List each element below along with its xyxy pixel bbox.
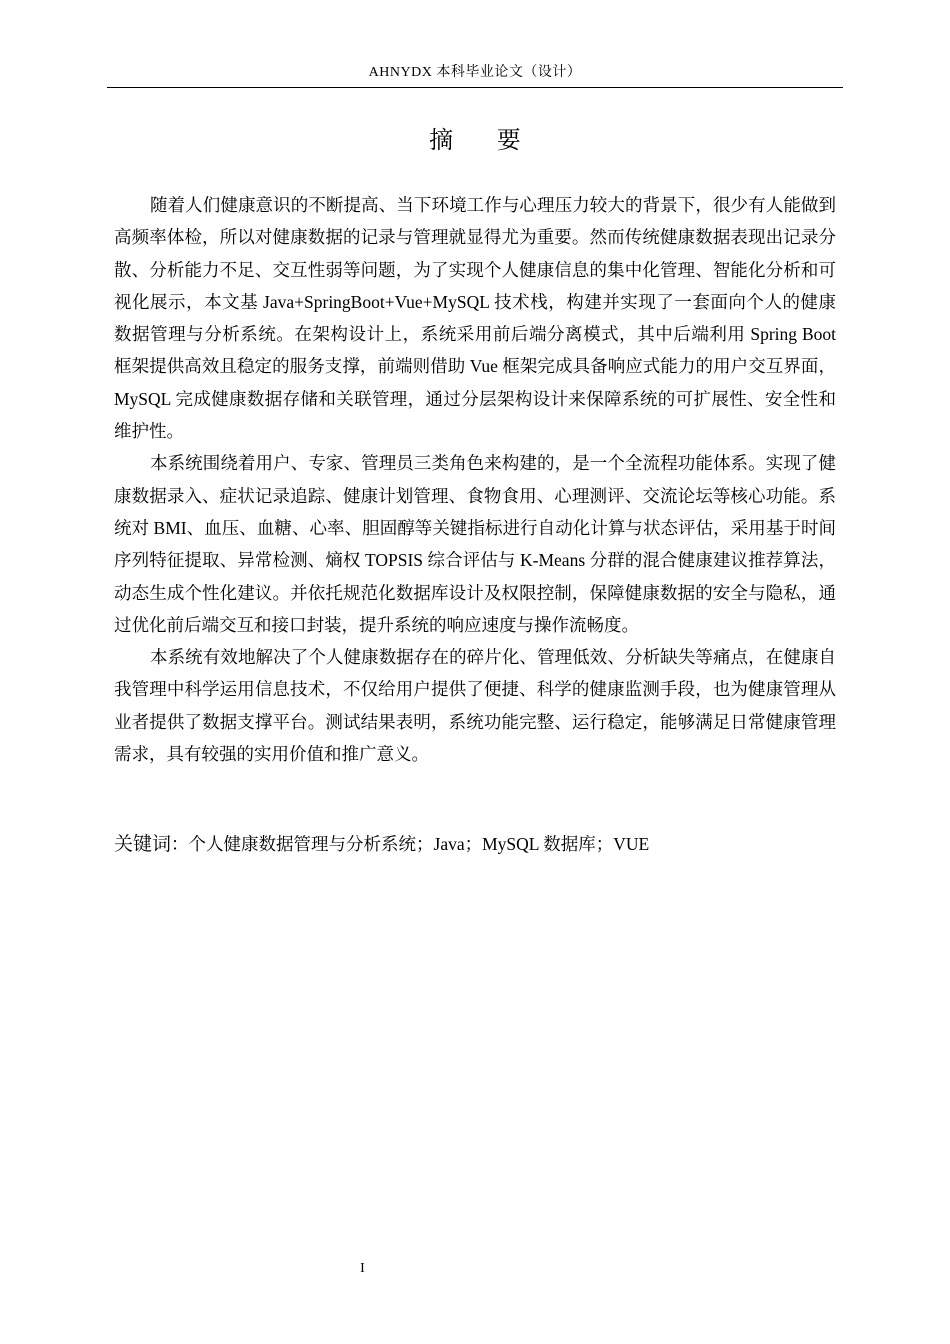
abstract-paragraph-1: 随着人们健康意识的不断提高、当下环境工作与心理压力较大的背景下，很少有人能做到高频率体检，所以对健康数据的记录与管理就显得尤为重要。然而传统健康数据表现出记录分散、分析能力不足、交互性弱等问题，为了实现个人健康信息的集中化管理、智能化分析和可视化展示，本文基 Java+SpringBoot+Vue+MySQL 技术栈，构建并实现了一套面向个人的健康数据管理与分析系统。在架构设计上，系统采用前后端分离模式，其中后端利用 Spring Boot 框架提供高效且稳定的服务支撑，前端则借助 Vue 框架完成具备响应式能力的用户交互界面，MySQL 完成健康数据存储和关联管理，通过分层架构设计来保障系统的可扩展性、安全性和维护性。 bbox=[114, 195, 836, 442]
keywords-label: 关键词 bbox=[114, 833, 172, 855]
abstract-body bbox=[114, 189, 836, 770]
abstract-paragraph-2: 本系统围绕着用户、专家、管理员三类角色来构建的，是一个全流程功能体系。实现了健康数据录入、症状记录追踪、健康计划管理、食物食用、心理测评、交流论坛等核心功能。系统对 BMI、血压、血糖、心率、胆固醇等关键指标进行自动化计算与状态评估，采用基于时间序列特征提取、异常检测、熵权 TOPSIS 综合评估与 K-Means 分群的混合健康建议推荐算法，动态生成个性化建议。并依托规范化数据库设计及权限控制，保障健康数据的安全与隐私，通过优化前后端交互和接口封装，提升系统的响应速度与操作流畅度。 bbox=[114, 453, 836, 635]
keywords-text: 个人健康数据管理与分析系统；Java；MySQL 数据库；VUE bbox=[188, 834, 650, 854]
keywords-separator: ： bbox=[171, 834, 189, 854]
keywords-line bbox=[114, 828, 836, 860]
running-header: AHNYDX 本科毕业论文（设计） bbox=[368, 65, 582, 80]
page-number: I bbox=[360, 1261, 365, 1276]
header-rule bbox=[107, 87, 843, 88]
abstract-title: 摘 要 bbox=[429, 126, 539, 154]
abstract-paragraph-3: 本系统有效地解决了个人健康数据存在的碎片化、管理低效、分析缺失等痛点，在健康自我管理中科学运用信息技术，不仅给用户提供了便捷、科学的健康监测手段，也为健康管理从业者提供了数据支撑平台。测试结果表明，系统功能完整、运行稳定，能够满足日常健康管理需求，具有较强的实用价值和推广意义。 bbox=[114, 647, 836, 765]
